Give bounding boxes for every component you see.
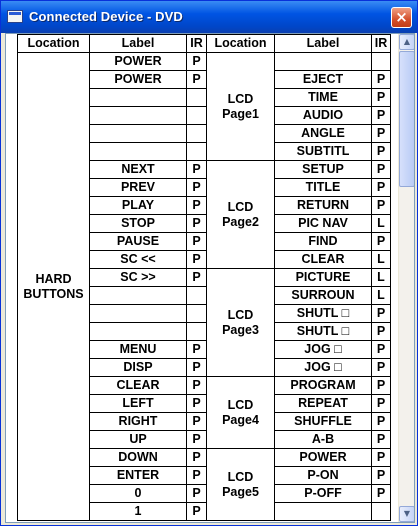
button-label-cell: CLEAR bbox=[90, 377, 187, 395]
location-text: LCD bbox=[227, 199, 254, 214]
button-label-cell: DOWN bbox=[90, 449, 187, 467]
button-label-cell: STOP bbox=[90, 215, 187, 233]
ir-type-cell: P bbox=[372, 107, 391, 125]
ir-type-cell bbox=[187, 107, 207, 125]
vertical-scrollbar[interactable] bbox=[398, 34, 414, 522]
button-label-cell: POWER bbox=[90, 71, 187, 89]
ir-type-cell: P bbox=[187, 449, 207, 467]
location-text: LCD bbox=[227, 91, 254, 106]
location-text: BUTTONS bbox=[23, 286, 84, 301]
button-label-cell: SURROUN bbox=[275, 287, 372, 305]
ir-type-cell: P bbox=[372, 377, 391, 395]
ir-type-cell bbox=[187, 89, 207, 107]
button-label-cell bbox=[90, 287, 187, 305]
location-text: Page4 bbox=[222, 412, 259, 427]
ir-type-cell: P bbox=[187, 161, 207, 179]
header-ir-right: IR bbox=[372, 35, 391, 53]
ir-type-cell bbox=[187, 305, 207, 323]
button-label-cell: SETUP bbox=[275, 161, 372, 179]
button-label-cell bbox=[275, 53, 372, 71]
button-label-cell: NEXT bbox=[90, 161, 187, 179]
header-location-right: Location bbox=[207, 35, 275, 53]
header-label-left: Label bbox=[90, 35, 187, 53]
button-label-cell: PAUSE bbox=[90, 233, 187, 251]
ir-type-cell bbox=[187, 287, 207, 305]
button-label-cell: UP bbox=[90, 431, 187, 449]
button-label-cell: POWER bbox=[90, 53, 187, 71]
button-label-cell: TITLE bbox=[275, 179, 372, 197]
ir-type-cell: P bbox=[187, 341, 207, 359]
location-text: Page5 bbox=[222, 484, 259, 499]
ir-type-cell: P bbox=[372, 359, 391, 377]
button-label-cell: P-ON bbox=[275, 467, 372, 485]
button-label-cell: SC >> bbox=[90, 269, 187, 287]
ir-type-cell: P bbox=[187, 71, 207, 89]
ir-type-cell: P bbox=[372, 467, 391, 485]
button-label-cell: SHUFFLE bbox=[275, 413, 372, 431]
header-location-left: Location bbox=[18, 35, 90, 53]
location-lcd-page bbox=[207, 53, 275, 161]
button-label-cell: LEFT bbox=[90, 395, 187, 413]
ir-type-cell: P bbox=[187, 395, 207, 413]
button-mapping-table bbox=[17, 34, 391, 521]
ir-type-cell: P bbox=[187, 377, 207, 395]
button-label-cell: PREV bbox=[90, 179, 187, 197]
button-label-cell bbox=[90, 143, 187, 161]
ir-type-cell bbox=[372, 503, 391, 521]
ir-type-cell: L bbox=[372, 269, 391, 287]
ir-type-cell: P bbox=[187, 431, 207, 449]
button-label-cell: FIND bbox=[275, 233, 372, 251]
ir-type-cell: P bbox=[372, 179, 391, 197]
content-area bbox=[5, 33, 415, 523]
ir-type-cell: P bbox=[187, 233, 207, 251]
ir-type-cell: P bbox=[372, 71, 391, 89]
button-label-cell: DISP bbox=[90, 359, 187, 377]
button-label-cell: POWER bbox=[275, 449, 372, 467]
button-label-cell: SC << bbox=[90, 251, 187, 269]
ir-type-cell: P bbox=[372, 197, 391, 215]
ir-type-cell bbox=[372, 53, 391, 71]
ir-type-cell: P bbox=[372, 431, 391, 449]
button-label-cell: REPEAT bbox=[275, 395, 372, 413]
ir-type-cell: P bbox=[372, 89, 391, 107]
ir-type-cell: L bbox=[372, 287, 391, 305]
ir-type-cell: P bbox=[372, 161, 391, 179]
location-lcd-page bbox=[207, 161, 275, 269]
ir-type-cell: P bbox=[372, 233, 391, 251]
button-label-cell: P-OFF bbox=[275, 485, 372, 503]
ir-type-cell: P bbox=[187, 197, 207, 215]
ir-type-cell: P bbox=[372, 323, 391, 341]
button-label-cell: EJECT bbox=[275, 71, 372, 89]
ir-type-cell: P bbox=[187, 53, 207, 71]
button-label-cell: SHUTL □ bbox=[275, 305, 372, 323]
ir-type-cell: P bbox=[187, 467, 207, 485]
ir-type-cell: L bbox=[372, 251, 391, 269]
location-text: Page1 bbox=[222, 106, 259, 121]
button-label-cell: 0 bbox=[90, 485, 187, 503]
table-header-row bbox=[18, 35, 391, 53]
button-label-cell: MENU bbox=[90, 341, 187, 359]
location-text: HARD bbox=[35, 271, 72, 286]
button-label-cell: PIC NAV bbox=[275, 215, 372, 233]
ir-type-cell: P bbox=[372, 125, 391, 143]
table-row bbox=[18, 53, 391, 71]
button-label-cell: SUBTITL bbox=[275, 143, 372, 161]
button-label-cell: RETURN bbox=[275, 197, 372, 215]
ir-type-cell bbox=[187, 143, 207, 161]
button-label-cell: A-B bbox=[275, 431, 372, 449]
location-lcd-page bbox=[207, 449, 275, 521]
ir-type-cell: P bbox=[372, 485, 391, 503]
location-lcd-page bbox=[207, 377, 275, 449]
location-text: LCD bbox=[227, 469, 254, 484]
location-lcd-page bbox=[207, 269, 275, 377]
ir-type-cell: P bbox=[372, 143, 391, 161]
button-label-cell: PLAY bbox=[90, 197, 187, 215]
button-label-cell bbox=[90, 305, 187, 323]
location-text: LCD bbox=[227, 397, 254, 412]
button-label-cell: SHUTL □ bbox=[275, 323, 372, 341]
button-label-cell: PICTURE bbox=[275, 269, 372, 287]
button-label-cell: PROGRAM bbox=[275, 377, 372, 395]
window-icon bbox=[7, 10, 23, 23]
button-label-cell bbox=[90, 323, 187, 341]
button-label-cell: JOG □ bbox=[275, 341, 372, 359]
button-label-cell: 1 bbox=[90, 503, 187, 521]
button-label-cell: ANGLE bbox=[275, 125, 372, 143]
close-button[interactable]: × bbox=[391, 7, 412, 28]
location-text: LCD bbox=[227, 307, 254, 322]
ir-type-cell: P bbox=[372, 413, 391, 431]
button-label-cell bbox=[90, 125, 187, 143]
ir-type-cell: P bbox=[187, 215, 207, 233]
button-label-cell: AUDIO bbox=[275, 107, 372, 125]
ir-type-cell bbox=[187, 125, 207, 143]
scroll-thumb[interactable] bbox=[399, 51, 415, 187]
ir-type-cell: P bbox=[372, 341, 391, 359]
header-ir-left: IR bbox=[187, 35, 207, 53]
ir-type-cell: P bbox=[187, 413, 207, 431]
ir-type-cell bbox=[187, 323, 207, 341]
location-text: Page2 bbox=[222, 214, 259, 229]
button-label-cell: JOG □ bbox=[275, 359, 372, 377]
ir-type-cell: P bbox=[187, 269, 207, 287]
scroll-up-button[interactable]: ▲ bbox=[399, 34, 415, 50]
ir-type-cell: P bbox=[187, 503, 207, 521]
ir-type-cell: P bbox=[187, 251, 207, 269]
location-hard-buttons bbox=[18, 53, 90, 521]
button-label-cell bbox=[275, 503, 372, 521]
ir-type-cell: L bbox=[372, 215, 391, 233]
ir-type-cell: P bbox=[372, 449, 391, 467]
scroll-down-button[interactable]: ▼ bbox=[399, 506, 415, 522]
header-label-right: Label bbox=[275, 35, 372, 53]
button-label-cell: CLEAR bbox=[275, 251, 372, 269]
window-title: Connected Device - DVD bbox=[29, 9, 183, 24]
table-body bbox=[18, 53, 391, 521]
ir-type-cell: P bbox=[187, 179, 207, 197]
ir-type-cell: P bbox=[187, 359, 207, 377]
button-label-cell: TIME bbox=[275, 89, 372, 107]
location-text: Page3 bbox=[222, 322, 259, 337]
button-label-cell: ENTER bbox=[90, 467, 187, 485]
button-label-cell bbox=[90, 89, 187, 107]
ir-type-cell: P bbox=[372, 395, 391, 413]
ir-type-cell: P bbox=[187, 485, 207, 503]
button-label-cell: RIGHT bbox=[90, 413, 187, 431]
ir-type-cell: P bbox=[372, 305, 391, 323]
title-bar[interactable] bbox=[1, 1, 417, 33]
button-label-cell bbox=[90, 107, 187, 125]
